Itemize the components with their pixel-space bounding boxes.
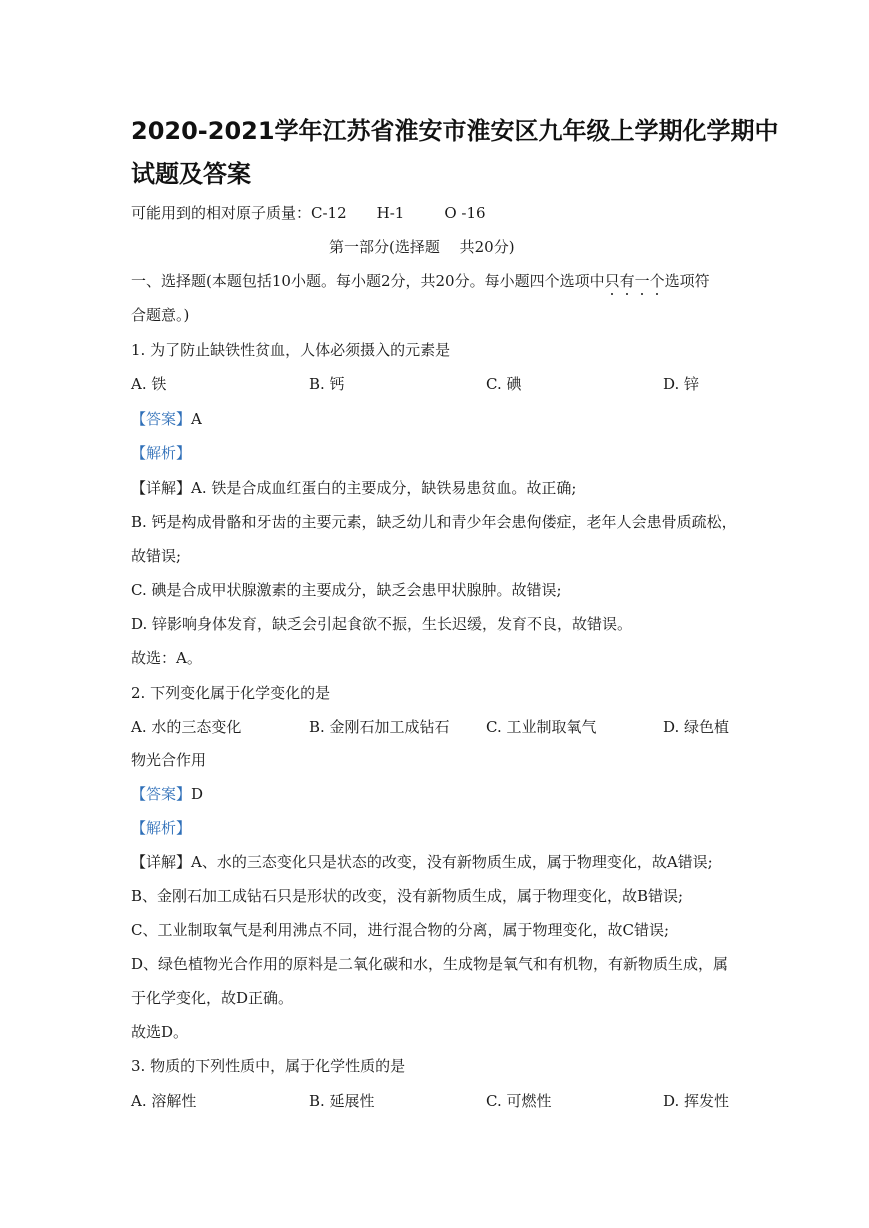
atomic-mass-line: [131, 203, 486, 223]
q2-analysis-label: 【解析】: [131, 819, 192, 837]
q1-option-d: D. 锌: [663, 375, 700, 393]
q2-detail-line-5: 于化学变化，故D正确。: [131, 989, 294, 1007]
q1-option-c: C. 碘: [486, 375, 522, 393]
q1-conclusion: 故选：A。: [131, 649, 202, 667]
q3-option-a: A. 溶解性: [131, 1092, 197, 1110]
q3-stem: 3. 物质的下列性质中，属于化学性质的是: [131, 1057, 406, 1075]
q3-option-c: C. 可燃性: [486, 1092, 552, 1110]
q3-option-d: D. 挥发性: [663, 1092, 730, 1110]
q2-option-b: B. 金刚石加工成钻石: [309, 718, 450, 736]
emphasis-char: 一: [634, 272, 650, 290]
q2-option-d: D. 绿色植: [663, 718, 730, 736]
q2-stem: 2. 下列变化属于化学变化的是: [131, 684, 331, 702]
q1-detail-line-5: D. 锌影响身体发育，缺乏会引起食欲不振，生长迟缓，发育不良，故错误。: [131, 615, 633, 633]
atomic-mass-o: O -16: [444, 204, 486, 222]
q1-detail-line-1: [131, 478, 576, 498]
q2-option-c: C. 工业制取氧气: [486, 718, 597, 736]
atomic-mass-label: 可能用到的相对原子质量：: [131, 204, 312, 222]
q2-detail-line-1: [131, 852, 713, 872]
document-title-line-2: 试题及答案: [131, 160, 251, 188]
detail-label: 【详解】: [131, 479, 192, 497]
q2-detail-line-3: C、工业制取氧气是利用沸点不同，进行混合物的分离，属于物理变化，故C错误;: [131, 921, 670, 939]
atomic-mass-h: H-1: [376, 204, 405, 222]
q2-option-d-wrap: 物光合作用: [131, 751, 207, 769]
emphasis-char: 个: [649, 272, 665, 290]
q2-detail-text-1: A、水的三态变化只是状态的改变，没有新物质生成，属于物理变化，故A错误;: [191, 853, 713, 871]
q2-answer-value: D: [191, 785, 204, 803]
q1-detail-line-3: 故错误;: [131, 547, 182, 565]
q1-answer-line: [131, 409, 202, 429]
q1-detail-line-4: C. 碘是合成甲状腺激素的主要成分，缺乏会患甲状腺肿。故错误;: [131, 581, 562, 599]
q2-option-a: A. 水的三态变化: [131, 718, 242, 736]
q1-detail-text-1: A. 铁是合成血红蛋白的主要成分，缺铁易患贫血。故正确;: [191, 479, 577, 497]
emphasis-char: 只: [604, 272, 620, 290]
section-intro-line-1: [131, 271, 710, 291]
section-intro-line-2: 合题意。): [131, 306, 190, 324]
section-intro-before: 一、选择题(本题包括10小题。每小题2分，共20分。每小题四个选项中: [131, 272, 605, 290]
q1-analysis-label: 【解析】: [131, 444, 192, 462]
q2-conclusion: 故选D。: [131, 1023, 189, 1041]
document-title-line-1: 2020-2021学年江苏省淮安市淮安区九年级上学期化学期中: [131, 117, 779, 145]
atomic-mass-c: C-12: [311, 204, 347, 222]
q1-stem: 1. 为了防止缺铁性贫血，人体必须摄入的元素是: [131, 341, 451, 359]
q1-detail-line-2: B. 钙是构成骨骼和牙齿的主要元素，缺乏幼儿和青少年会患佝偻症，老年人会患骨质疏松，: [131, 513, 737, 531]
q2-answer-line: [131, 784, 203, 804]
q1-option-a: A. 铁: [131, 375, 167, 393]
q2-detail-line-2: B、金刚石加工成钻石只是形状的改变，没有新物质生成，属于物理变化，故B错误;: [131, 887, 684, 905]
q3-option-b: B. 延展性: [309, 1092, 375, 1110]
section-intro-after: 选项符: [664, 272, 710, 290]
q2-detail-line-4: D、绿色植物光合作用的原料是二氧化碳和水，生成物是氧气和有机物，有新物质生成，属: [131, 955, 729, 973]
answer-label: 【答案】: [131, 785, 192, 803]
q1-answer-value: A: [191, 410, 202, 428]
detail-label: 【详解】: [131, 853, 192, 871]
emphasis-char: 有: [619, 272, 635, 290]
answer-label: 【答案】: [131, 410, 192, 428]
part-heading: 第一部分(选择题 共20分): [329, 238, 515, 256]
q1-option-b: B. 钙: [309, 375, 345, 393]
